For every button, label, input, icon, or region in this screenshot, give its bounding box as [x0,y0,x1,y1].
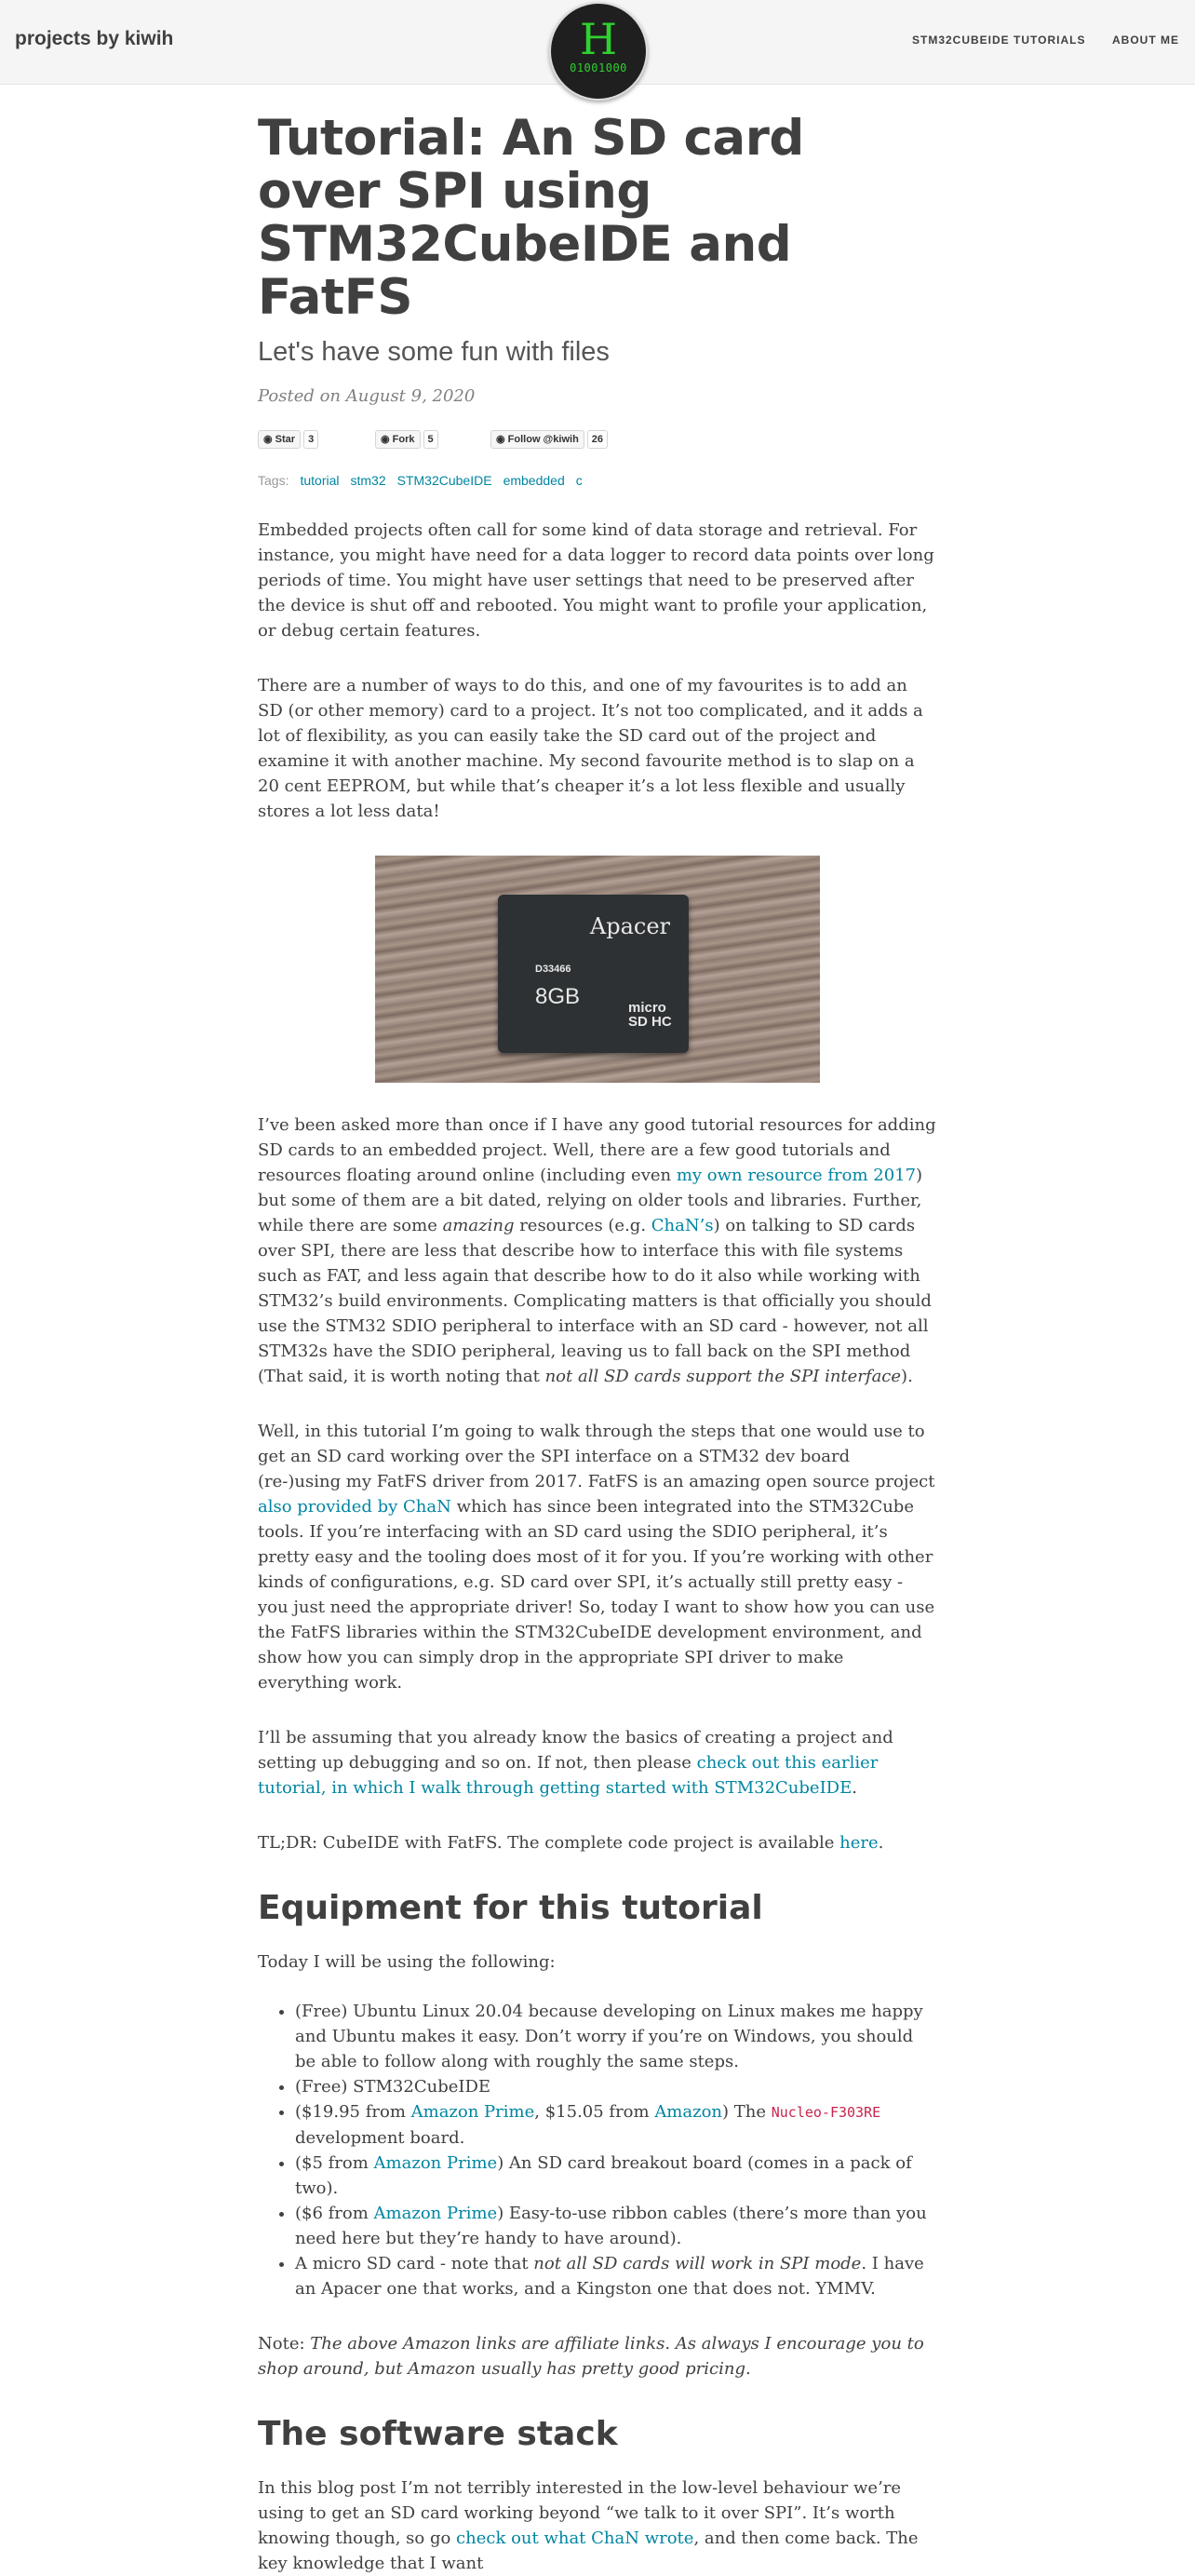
text: resources (e.g. [514,1216,651,1235]
link-earlier-tutorial[interactable]: check out this earlier tutorial, in which I walk through getting started with STM32CubeIDE [258,1753,879,1798]
text: TL;DR: CubeIDE with FatFS. The complete code project is available [258,1833,840,1853]
code-nucleo: Nucleo-F303RE [771,2104,881,2121]
text: . [852,1778,857,1798]
emphasis: not all SD cards support the SPI interface [544,1367,902,1386]
github-star-widget[interactable] [258,430,318,449]
list-item [295,2251,937,2301]
text: I’ve been asked more than once if I have any good tutorial resources for adding SD cards to an embedded project. Well, there are a few good tutorials and resources floating around online (including even [258,1115,936,1185]
navbar [0,0,1195,85]
heading-equipment: Equipment for this tutorial [258,1889,763,1927]
list-item [295,2099,937,2151]
site-brand-link[interactable]: projects by kiwih [15,28,174,49]
post-subtitle: Let's have some fun with files [258,337,610,367]
follow-label: Follow @kiwih [507,434,579,445]
paragraph-walkthrough [258,1419,937,1695]
text: ) on talking to SD cards over SPI, there are less that describe how to interface this with file systems such as FAT, and less again that describe how to do it also while working with STM32’s build environments. Complicating matters is that officially you should use the STM32 SDIO peripheral to interface with an SD card - however, not all STM32s have the SDIO peripheral, leaving us to fall back on the SPI method (That said, it is worth noting that [258,1216,932,1386]
paragraph-tldr [258,1830,937,1855]
text: , $15.05 from [534,2102,655,2122]
follow-count[interactable]: 26 [587,430,608,449]
post-content [258,112,937,2576]
sd-card-photo [375,856,820,1083]
github-follow-button[interactable] [490,430,584,449]
note-prefix: Note: [258,2334,311,2353]
avatar-letter: H [579,14,618,64]
github-follow-widget[interactable] [490,430,608,449]
equipment-list [258,1999,937,2301]
sd-card-image [498,895,689,1053]
text: . I have an Apacer one that works, and a Kingston one that does not. YMMV. [295,2254,924,2299]
star-count[interactable]: 3 [303,430,318,449]
github-fork-button[interactable] [375,430,421,449]
emphasis: amazing [442,1216,515,1235]
link-amazon-prime[interactable]: Amazon Prime [373,2153,498,2173]
tag-stm32cubeide[interactable]: STM32CubeIDE [396,473,492,488]
text: In this blog post I’m not terribly interested in the low-level behaviour we’re using to get an SD card working beyond “we talk to it over SPI”. It’s worth knowing though, so go [258,2478,902,2548]
text: ($6 from [295,2204,374,2223]
star-label: Star [275,434,296,445]
emphasis: not all SD cards will work in SPI mode [533,2254,862,2273]
card-brand: Apacer [589,913,670,939]
link-amazon-prime[interactable]: Amazon Prime [373,2204,498,2223]
fork-count[interactable]: 5 [423,430,438,449]
nav-link-stm32cubeide-tutorials[interactable]: STM32CUBEIDE TUTORIALS [912,34,1086,47]
paragraph-software [258,2475,937,2576]
card-notch [554,1042,628,1053]
paragraph-ways: There are a number of ways to do this, and one of my favourites is to add an SD (or other memory) card to a project. It’s not too complicated, and it adds a lot of flexibility, as you can easily take the SD card out of the project and examine it with another machine. My second favourite method is to slap on a 20 cent EEPROM, but while that’s cheaper it’s a lot less flexible and usually stores a lot less data! [258,676,923,821]
github-buttons [258,430,937,451]
post-tags [258,473,937,488]
note-text: The above Amazon links are affiliate links. As always I encourage you to shop around, but Amazon usually has pretty good pricing. [258,2334,924,2379]
text: ). [901,1367,913,1386]
list-item [295,2201,937,2251]
affiliate-note [258,2331,937,2381]
tag-stm32[interactable]: stm32 [350,473,386,488]
text: ) The [722,2102,772,2122]
avatar[interactable] [549,2,648,101]
text: A micro SD card - note that [295,2254,534,2273]
github-icon: ◉ [263,434,273,445]
fork-label: Fork [392,434,415,445]
tags-label: Tags: [258,473,289,488]
paragraph-assumptions [258,1725,937,1801]
link-amazon[interactable]: Amazon [654,2102,723,2122]
card-capacity: 8GB [535,984,581,1009]
github-star-button[interactable] [258,430,301,449]
text: which has since been integrated into the STM32Cube tools. If you’re interfacing with an SD card using the SDIO peripheral, it’s pretty easy and the tooling does most of it for you. If you’re working with other kinds of configurations, e.g. SD card over SPI, it’s actually still pretty easy - you just need the appropriate driver! So, today I want to show how you can use the FatFS libraries within the STM32CubeIDE development environment, and show how you can simply drop in the appropriate SPI driver to make everything work. [258,1497,935,1693]
card-type: micro SD HC [628,1000,672,1030]
post-title: Tutorial: An SD card over SPI using STM32CubeIDE and FatFS [258,110,804,326]
github-icon: ◉ [496,434,505,445]
paragraph-resources [258,1113,937,1389]
paragraph-using: Today I will be using the following: [258,1952,556,1972]
text: ($19.95 from [295,2102,411,2122]
text: ) Easy-to-use ribbon cables (there’s more than you need here but they’re handy to have around). [295,2204,927,2248]
text: I’ll be assuming that you already know the basics of creating a project and setting up debugging and so on. If not, then please [258,1728,893,1773]
text: Well, in this tutorial I’m going to walk through the steps that one would use to get an SD card working over the SPI interface on a STM32 dev board (re-)using my FatFS driver from 2017. FatFS is an amazing open source project [258,1422,935,1491]
tag-tutorial[interactable]: tutorial [300,473,340,488]
link-own-resource-2017[interactable]: my own resource from 2017 [676,1166,917,1185]
tag-embedded[interactable]: embedded [503,473,565,488]
link-chan[interactable]: ChaN’s [651,1216,714,1235]
list-item: • (Free) Ubuntu Linux 20.04 because developing on Linux makes me happy and Ubuntu makes it easy. Don’t worry if you’re on Windows, you should be able to follow along with roughly the same steps. [295,1999,937,2074]
post-date: Posted on August 9, 2020 [258,386,476,406]
list-item [295,2151,937,2201]
link-chan-wrote[interactable]: check out what ChaN wrote [456,2529,694,2548]
text: ) An SD card breakout board (comes in a pack of two). [295,2153,912,2198]
text: development board. [295,2128,465,2148]
link-amazon-prime[interactable]: Amazon Prime [410,2102,535,2122]
paragraph-intro: Embedded projects often call for some kind of data storage and retrieval. For instance, you might have need for a data logger to record data points over long periods of time. You might have user settings that need to be preserved after the device is shut off and rebooted. You might want to profile your application, or debug certain features. [258,520,934,641]
text: ) but some of them are a bit dated, relying on older tools and libraries. Further, while there are some [258,1166,923,1235]
nav-link-about-me[interactable]: ABOUT ME [1112,34,1179,47]
heading-software-stack: The software stack [258,2415,618,2453]
card-code: D33466 [535,964,571,975]
text: ($5 from [295,2153,374,2173]
text: . [878,1833,884,1853]
avatar-bits: 01001000 [570,61,627,74]
github-fork-widget[interactable] [375,430,438,449]
github-icon: ◉ [381,434,390,445]
tag-c[interactable]: c [575,473,583,488]
link-chan-fatfs[interactable]: also provided by ChaN [258,1497,451,1517]
link-code-project[interactable]: here [839,1833,879,1853]
list-item: • (Free) STM32CubeIDE [295,2074,937,2099]
text: , and then come back. The key knowledge that I want [258,2529,919,2573]
